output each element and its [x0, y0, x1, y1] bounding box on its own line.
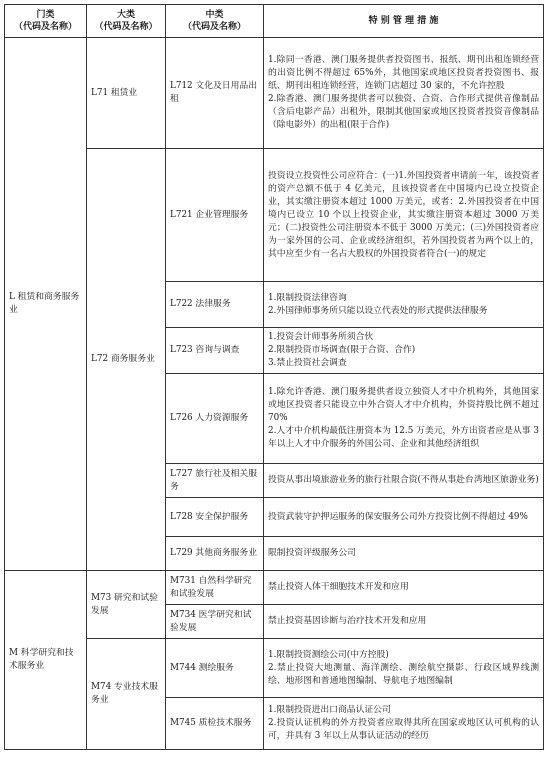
- division-m74: M74 专业技术服务业: [87, 639, 166, 750]
- table-row: [5, 571, 544, 605]
- measures-l726: 1.除允许香港、澳门服务提供者设立独资人才中介机构外，其他国家或地区投资者只能设立中外合资人才中介机构，外资持股比例不超过 70% 2.人才中介机构最低注册资本为 12.5 万美元，外方出资者应是从事 3 年以上人才中介服务的外国公司、企业和其他经济组织: [264, 374, 544, 464]
- header-dalei: 大类 （代码及名称）: [87, 5, 166, 38]
- category-m: M 科学研究和技术服务业: [5, 571, 87, 750]
- header-row: [5, 5, 544, 38]
- group-l729: L729 其他商务服务业: [166, 537, 264, 571]
- division-l71: L71 租赁业: [87, 38, 166, 149]
- group-m744: M744 测绘服务: [166, 639, 264, 698]
- group-l726: L726 人力资源服务: [166, 374, 264, 464]
- group-m731: M731 自然科学研究和试验发展: [166, 571, 264, 605]
- header-menlei: 门类 （代码及名称）: [5, 5, 87, 38]
- division-l72: L72 商务服务业: [87, 149, 166, 571]
- group-l723: L723 咨询与调查: [166, 328, 264, 374]
- measures-m744: 1.限制投资测绘公司(中方控股) 2.禁止投资大地测量、海洋测绘、测绘航空摄影、行政区域界线测绘、地形图和普通地图编制、导航电子地图编制: [264, 639, 544, 698]
- measures-m731: 禁止投资人体干细胞技术开发和应用: [264, 571, 544, 605]
- category-l: L 租赁和商务服务业: [5, 38, 87, 571]
- measures-l729: 限制投资评级服务公司: [264, 537, 544, 571]
- measures-m745: 1.限制投资进出口商品认证公司 2.投资认证机构的外方投资者应取得其所在国家或地区认可机构的认可，并具有 3 年以上从事认证活动的经历: [264, 698, 544, 750]
- measures-m734: 禁止投资基因诊断与治疗技术开发和应用: [264, 605, 544, 639]
- measures-l712: 1.除同一香港、澳门服务提供者投资图书、报纸、期刊出租连锁经营的出资比例不得超过 65%外，其他国家或地区投资者投资图书、报纸、期刊出租连锁经营，连锁门店超过 30 家的，不允许控股 2.除香港、澳门服务提供者可以独资、合资、合作形式提供音像制品（含后电影产品）出租外，限制其他国家或地区投资者投资音像制品（除电影外）的出租(限于合作): [264, 38, 544, 149]
- group-l721: L721 企业管理服务: [166, 149, 264, 282]
- measures-l723: 1.投资会计师事务所须合伙 2.限制投资市场调查(限于合资、合作) 3.禁止投资社会调查: [264, 328, 544, 374]
- group-l712: L712 文化及日用品出租: [166, 38, 264, 149]
- table-row: [5, 38, 544, 149]
- measures-l721: 投资设立投资性公司应符合：(一)1.外国投资者申请前一年，该投资者的资产总额不低于 4 亿美元，且该投资者在中国境内已设立投资企业，其实缴注册资本超过 1000 万美元，或者：2.外国投资者在中国境内已设立 10 个以上投资企业，其实缴注册资本超过 3000 万美元；(二)投资性公司注册资本不低于 3000 万美元；(三)外国投资者应为一家外国的公司、企业或经济组织，若外国投资者为两个以上的，其中应至少有一名占大股权的外国投资者符合(一)的规定: [264, 149, 544, 282]
- group-l727: L727 旅行社及相关服务: [166, 464, 264, 498]
- division-m73: M73 研究和试验发展: [87, 571, 166, 639]
- group-m734: M734 医学研究和试验发展: [166, 605, 264, 639]
- header-zhonglei: 中类 （代码及名称）: [166, 5, 264, 38]
- group-l728: L728 安全保护服务: [166, 498, 264, 537]
- special-measures-table: [4, 4, 544, 750]
- measures-l728: 投资武装守护押运服务的保安服务公司外方投资比例不得超过 49%: [264, 498, 544, 537]
- measures-l722: 1.限制投资法律咨询 2.外国律师事务所只能以设立代表处的形式提供法律服务: [264, 282, 544, 328]
- header-measures: 特 别 管 理 措 施: [264, 5, 544, 38]
- group-m745: M745 质检技术服务: [166, 698, 264, 750]
- group-l722: L722 法律服务: [166, 282, 264, 328]
- measures-l727: 投资从事出境旅游业务的旅行社限合资(不得从事赴台湾地区旅游业务): [264, 464, 544, 498]
